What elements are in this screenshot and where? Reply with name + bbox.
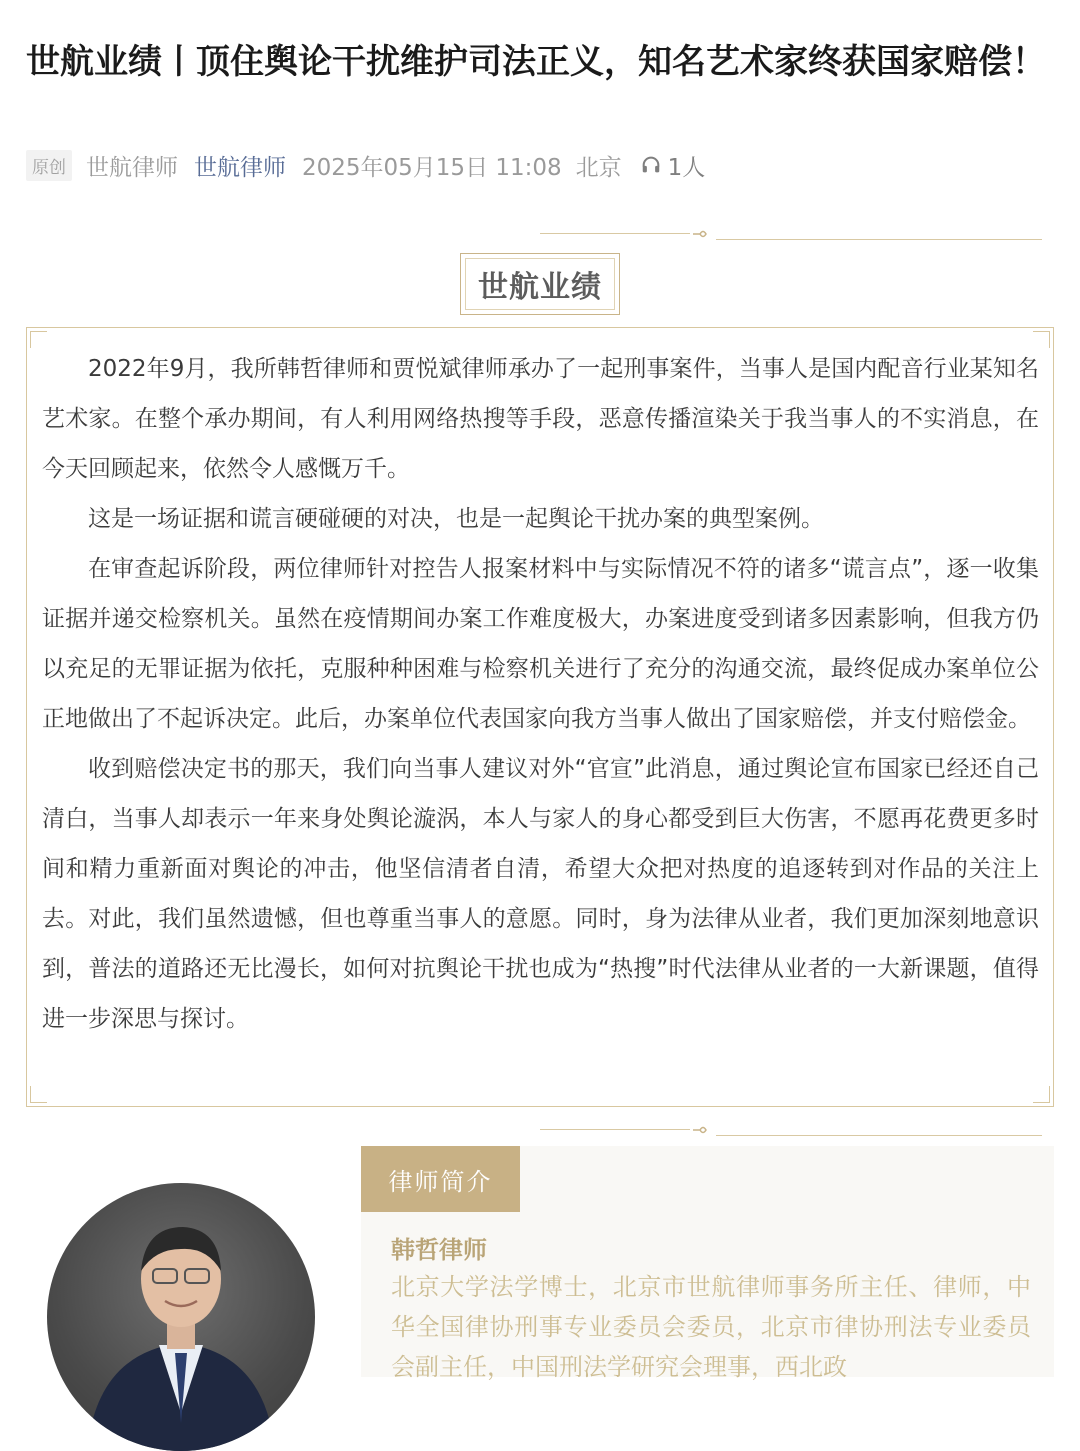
article-body [42,344,1039,1044]
listen-button[interactable] [640,149,706,182]
paragraph: 在审查起诉阶段，两位律师针对控告人报案材料中与实际情况不符的诸多“谎言点”，逐一收集证据并递交检察机关。虽然在疫情期间办案工作难度极大，办案进度受到诸多因素影响，但我方仍以充足的无罪证据为依托，克服种种困难与检察机关进行了充分的沟通交流，最终促成办案单位公正地做出了不起诉决定。此后，办案单位代表国家向我方当事人做出了国家赔偿，并支付赔偿金。 [42,556,1039,732]
original-badge: 原创 [26,150,72,181]
lawyer-profile-panel [361,1146,1054,1381]
section-heading-text: 世航业绩 [478,270,602,305]
paragraph: 收到赔偿决定书的那天，我们向当事人建议对外“官宣”此消息，通过舆论宣布国家已经还自己清白，当事人却表示一年来身处舆论漩涡，本人与家人的身心都受到巨大伤害，不愿再花费更多时间和精力重新面对舆论的冲击，他坚信清者自清，希望大众把对热度的追逐转到对作品的关注上去。对此，我们虽然遗憾，但也尊重当事人的意愿。同时，身为法律从业者，我们更加深刻地意识到，普法的道路还无比漫长，如何对抗舆论干扰也成为“热搜”时代法律从业者的一大新课题，值得进一步深思与探讨。 [42,756,1039,1032]
account-link[interactable]: 世航律师 [194,154,286,181]
publish-location: 北京 [575,154,622,181]
paragraph: 这是一场证据和谎言硬碰硬的对决，也是一起舆论干扰办案的典型案例。 [88,506,824,532]
author-name: 世航律师 [86,154,178,181]
bottom-ornament-divider [540,1124,1042,1136]
profile-tab: 律师简介 [361,1146,520,1212]
article-title: 世航业绩丨顶住舆论干扰维护司法正义，知名艺术家终获国家赔偿！ [26,42,1046,82]
listener-count: 1人 [667,154,706,181]
lawyer-avatar [47,1183,315,1451]
headphones-icon [640,154,662,176]
article-meta [26,148,705,182]
paragraph: 2022年9月，我所韩哲律师和贾悦斌律师承办了一起刑事案件，当事人是国内配音行业某知名艺术家。在整个承办期间，有人利用网络热搜等手段，恶意传播渲染关于我当事人的不实消息，在今天回顾起来，依然令人感慨万千。 [42,356,1039,482]
lawyer-bio: 北京大学法学博士，北京市世航律师事务所主任、律师，中华全国律协刑事专业委员会委员，北京市律协刑法专业委员会副主任，中国刑法学研究会理事，西北政 [391,1273,1031,1381]
publish-datetime: 2025年05月15日 11:08 [302,154,562,181]
portrait-image [47,1183,315,1451]
section-heading [460,253,620,315]
top-ornament-divider [540,228,1042,240]
lawyer-name: 韩哲律师 [391,1236,487,1264]
article-body-frame [26,327,1054,1107]
